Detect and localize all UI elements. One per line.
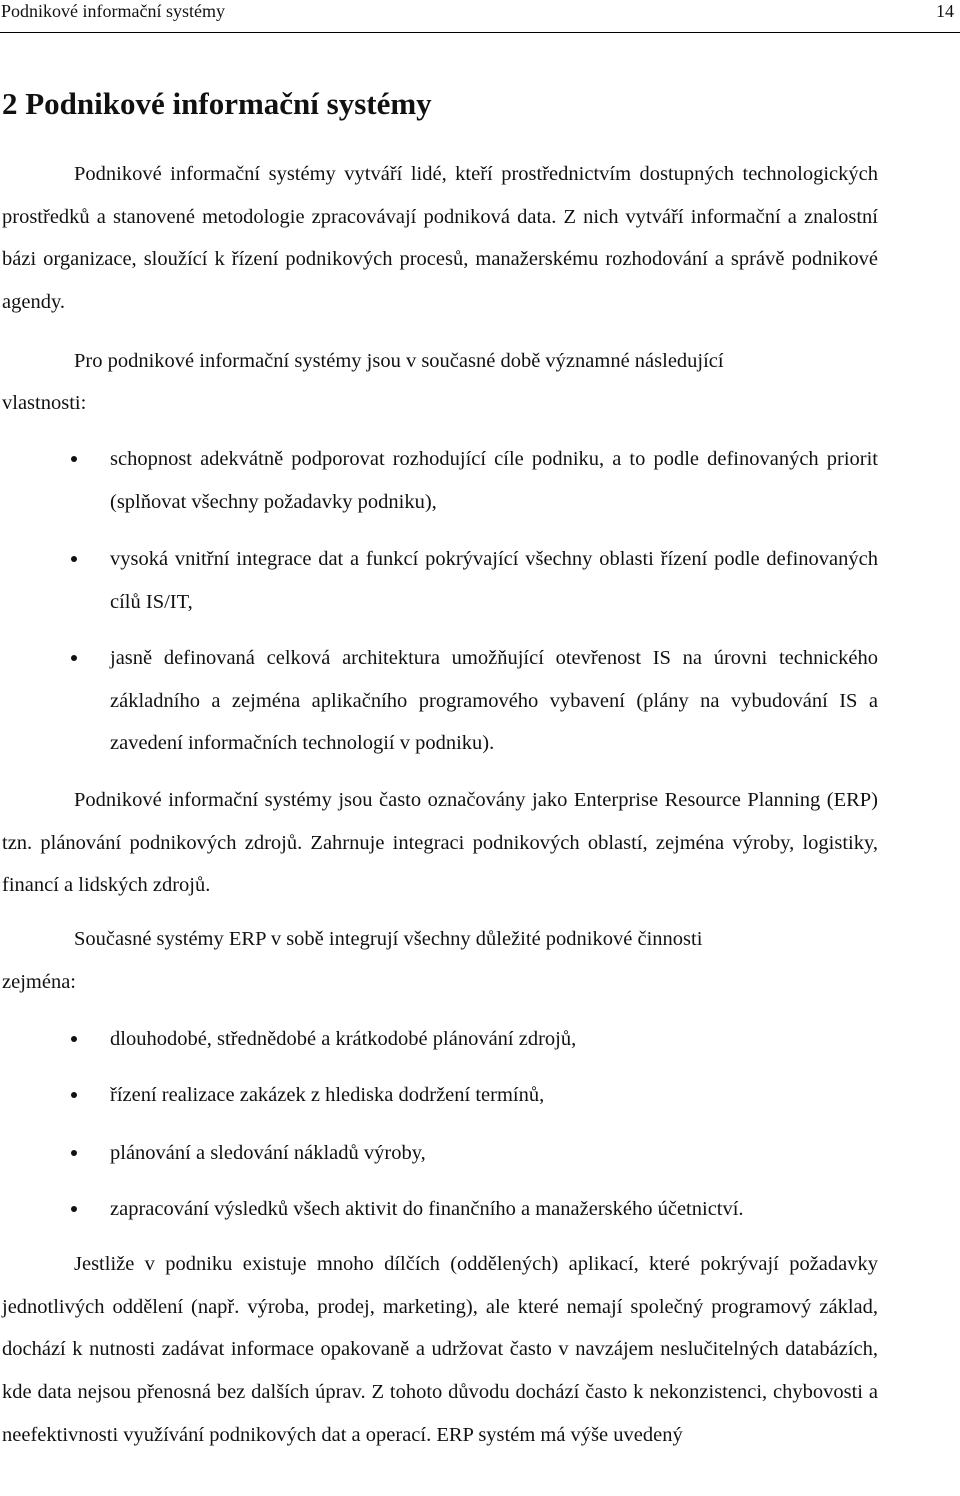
list-item-text: dlouhodobé, střednědobé a krátkodobé plánování zdrojů, bbox=[110, 1028, 577, 1050]
header-title: Podnikové informační systémy bbox=[1, 1, 225, 21]
bullet-dot-icon bbox=[71, 456, 77, 462]
bullet-dot-icon bbox=[71, 1092, 77, 1098]
paragraph-activities-lead: Současné systémy ERP v sobě integrují všechny důležité podnikové činnosti bbox=[74, 928, 703, 950]
paragraph-silo-problem: Jestliže v podniku existuje mnoho dílčích (oddělených) aplikací, které pokrývají požadavky jednotlivých oddělení (např. výroba, prodej, marketing), ale které nemají společný programový základ, dochází k nutnosti zadávat informace opakovaně a udržovat často v navzájem neslučitelných databázích, kde data nejsou přenosná bez dalších úprav. Z tohoto důvodu dochází často k nekonzistenci, chybovosti a neefektivnosti využívání podnikových dat a operací. ERP systém má výše uvedený bbox=[2, 1253, 878, 1446]
list-item-text: vysoká vnitřní integrace dat a funkcí pokrývající všechny oblasti řízení podle definovaných cílů IS/IT, bbox=[110, 548, 878, 613]
paragraph-properties-lead: Pro podnikové informační systémy jsou v současné době významné následující bbox=[74, 350, 724, 372]
list-item-text: schopnost adekvátně podporovat rozhodující cíle podniku, a to podle definovaných priorit (splňovat všechny požadavky podniku), bbox=[110, 448, 878, 513]
bullet-dot-icon bbox=[71, 1036, 77, 1042]
bullet-dot-icon bbox=[71, 655, 77, 661]
paragraph-intro: Podnikové informační systémy vytváří lidé, kteří prostřednictvím dostupných technologických prostředků a stanovené metodologie zpracovávají podniková data. Z nich vytváří informační a znalostní bázi organizace, sloužící k řízení podnikových procesů, manažerskému rozhodování a správě podnikové agendy. bbox=[2, 163, 878, 314]
paragraph-properties-lead-end: vlastnosti: bbox=[2, 392, 87, 414]
paragraph-activities-lead-end: zejména: bbox=[2, 971, 76, 993]
page-number: 14 bbox=[936, 1, 954, 21]
list-item-text: jasně definovaná celková architektura umožňující otevřenost IS na úrovni technického základního a zejména aplikačního programového vybavení (plány na vybudování IS a zavedení informačních technologií v podniku). bbox=[110, 647, 878, 755]
list-item-text: řízení realizace zakázek z hlediska dodržení termínů, bbox=[110, 1084, 545, 1106]
chapter-title: 2 Podnikové informační systémy bbox=[2, 86, 432, 121]
paragraph-erp: Podnikové informační systémy jsou často označovány jako Enterprise Resource Planning (ERP) tzn. plánování podnikových zdrojů. Zahrnuje integraci podnikových oblastí, zejména výroby, logistiky, financí a lidských zdrojů. bbox=[2, 789, 878, 897]
list-item-text: plánování a sledování nákladů výroby, bbox=[110, 1142, 426, 1164]
running-header bbox=[0, 0, 960, 33]
bullet-dot-icon bbox=[71, 1206, 77, 1212]
list-item-text: zapracování výsledků všech aktivit do finančního a manažerského účetnictví. bbox=[110, 1198, 744, 1220]
bullet-dot-icon bbox=[71, 556, 77, 562]
bullet-dot-icon bbox=[71, 1150, 77, 1156]
